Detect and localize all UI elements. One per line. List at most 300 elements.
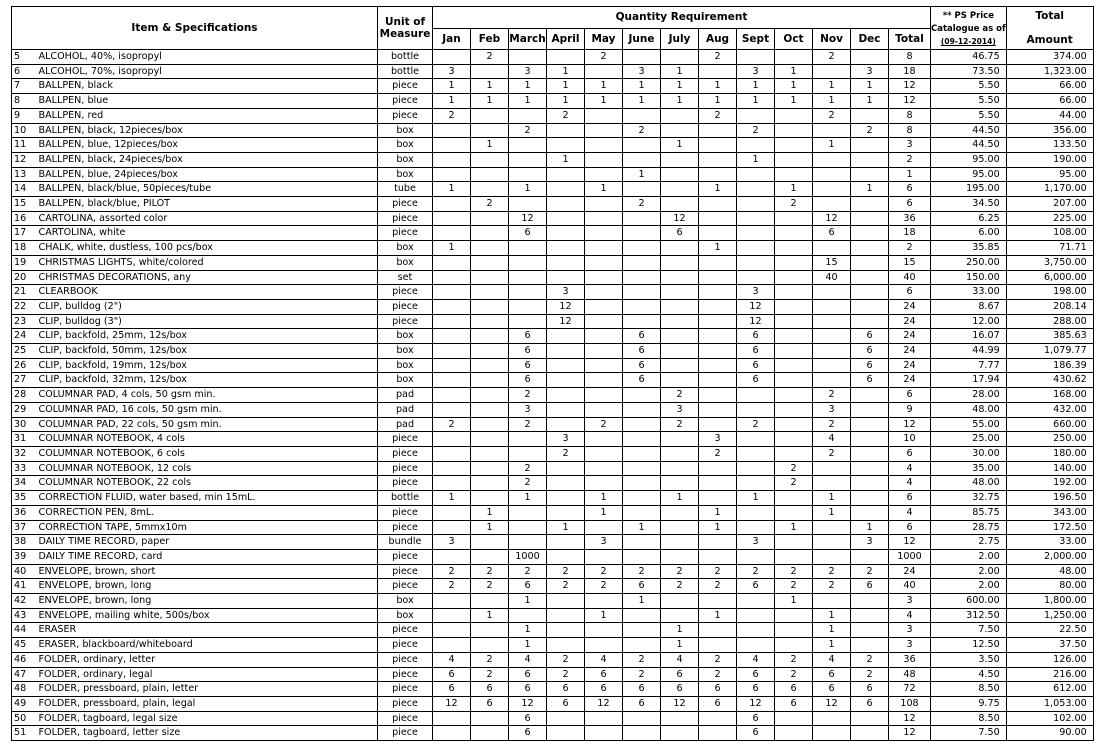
quantity-cell bbox=[471, 549, 509, 564]
quantity-cell bbox=[471, 329, 509, 344]
quantity-cell: 6 bbox=[509, 667, 547, 682]
price-cell: 4.50 bbox=[931, 667, 1007, 682]
quantity-cell: 3 bbox=[851, 64, 889, 79]
price-cell: 2.00 bbox=[931, 579, 1007, 594]
quantity-cell: 6 bbox=[433, 667, 471, 682]
quantity-cell: 1 bbox=[433, 491, 471, 506]
quantity-cell bbox=[547, 491, 585, 506]
unit-cell: box bbox=[378, 255, 433, 270]
quantity-cell: 1 bbox=[813, 491, 851, 506]
item-spec-cell: COLUMNAR NOTEBOOK, 12 cols bbox=[38, 461, 378, 476]
table-row bbox=[12, 491, 1094, 506]
quantity-cell bbox=[547, 549, 585, 564]
quantity-cell bbox=[813, 476, 851, 491]
quantity-cell: 6 bbox=[775, 696, 813, 711]
quantity-cell bbox=[661, 711, 699, 726]
quantity-cell bbox=[585, 299, 623, 314]
quantity-cell bbox=[433, 50, 471, 65]
quantity-cell: 6 bbox=[737, 711, 775, 726]
quantity-cell bbox=[471, 358, 509, 373]
amount-cell: 432.00 bbox=[1006, 402, 1093, 417]
unit-cell: pad bbox=[378, 402, 433, 417]
quantity-cell bbox=[699, 314, 737, 329]
price-cell: 5.50 bbox=[931, 94, 1007, 109]
price-cell: 7.77 bbox=[931, 358, 1007, 373]
item-spec-cell: FOLDER, pressboard, plain, legal bbox=[38, 696, 378, 711]
quantity-cell: 2 bbox=[813, 108, 851, 123]
quantity-cell: 1 bbox=[471, 138, 509, 153]
quantity-cell: 1 bbox=[699, 182, 737, 197]
total-amount-header bbox=[1006, 7, 1093, 50]
unit-cell: piece bbox=[378, 432, 433, 447]
quantity-cell bbox=[623, 608, 661, 623]
quantity-cell bbox=[433, 255, 471, 270]
price-cell: 312.50 bbox=[931, 608, 1007, 623]
item-spec-cell: COLUMNAR PAD, 4 cols, 50 gsm min. bbox=[38, 388, 378, 403]
quantity-cell bbox=[737, 182, 775, 197]
row-number: 23 bbox=[12, 314, 38, 329]
price-cell: 5.50 bbox=[931, 79, 1007, 94]
month-header: Dec bbox=[851, 29, 889, 50]
quantity-cell: 1 bbox=[471, 608, 509, 623]
price-cell: 34.50 bbox=[931, 197, 1007, 212]
quantity-cell: 6 bbox=[737, 373, 775, 388]
unit-cell: piece bbox=[378, 623, 433, 638]
table-row bbox=[12, 461, 1094, 476]
quantity-cell bbox=[851, 299, 889, 314]
table-row bbox=[12, 535, 1094, 550]
table-row bbox=[12, 197, 1094, 212]
quantity-cell bbox=[471, 211, 509, 226]
table-row bbox=[12, 167, 1094, 182]
item-spec-cell: BALLPEN, blue, 24pieces/box bbox=[38, 167, 378, 182]
quantity-cell: 1 bbox=[775, 64, 813, 79]
unit-cell: tube bbox=[378, 182, 433, 197]
unit-cell: piece bbox=[378, 696, 433, 711]
unit-cell: piece bbox=[378, 667, 433, 682]
total-qty-cell: 10 bbox=[889, 432, 931, 447]
quantity-cell: 1 bbox=[623, 167, 661, 182]
price-cell: 2.00 bbox=[931, 549, 1007, 564]
quantity-cell bbox=[547, 270, 585, 285]
quantity-cell bbox=[623, 417, 661, 432]
row-number: 40 bbox=[12, 564, 38, 579]
quantity-cell bbox=[851, 388, 889, 403]
quantity-cell bbox=[471, 446, 509, 461]
quantity-cell bbox=[737, 549, 775, 564]
total-qty-cell: 3 bbox=[889, 594, 931, 609]
quantity-cell bbox=[433, 344, 471, 359]
quantity-cell bbox=[509, 314, 547, 329]
quantity-cell bbox=[547, 373, 585, 388]
quantity-cell bbox=[851, 432, 889, 447]
row-number: 32 bbox=[12, 446, 38, 461]
quantity-cell bbox=[661, 520, 699, 535]
item-spec-cell: FOLDER, ordinary, legal bbox=[38, 667, 378, 682]
quantity-cell bbox=[585, 152, 623, 167]
table-row bbox=[12, 594, 1094, 609]
unit-cell: box bbox=[378, 329, 433, 344]
quantity-cell bbox=[699, 299, 737, 314]
amount-cell: 1,053.00 bbox=[1006, 696, 1093, 711]
total-qty-cell: 4 bbox=[889, 608, 931, 623]
quantity-cell bbox=[509, 520, 547, 535]
quantity-cell: 2 bbox=[585, 50, 623, 65]
quantity-cell: 2 bbox=[585, 417, 623, 432]
quantity-cell bbox=[547, 226, 585, 241]
unit-cell: box bbox=[378, 138, 433, 153]
unit-cell: piece bbox=[378, 461, 433, 476]
row-number: 34 bbox=[12, 476, 38, 491]
quantity-cell bbox=[775, 226, 813, 241]
month-header: Oct bbox=[775, 29, 813, 50]
quantity-cell: 4 bbox=[585, 652, 623, 667]
quantity-cell bbox=[661, 197, 699, 212]
quantity-cell bbox=[547, 241, 585, 256]
quantity-cell: 6 bbox=[623, 579, 661, 594]
total-qty-cell: 36 bbox=[889, 211, 931, 226]
quantity-cell: 2 bbox=[509, 123, 547, 138]
total-qty-cell: 4 bbox=[889, 461, 931, 476]
quantity-cell bbox=[775, 623, 813, 638]
quantity-cell: 2 bbox=[547, 667, 585, 682]
item-spec-cell: BALLPEN, red bbox=[38, 108, 378, 123]
table-row bbox=[12, 329, 1094, 344]
quantity-cell: 1 bbox=[813, 623, 851, 638]
quantity-cell: 3 bbox=[433, 535, 471, 550]
quantity-cell bbox=[623, 432, 661, 447]
month-header: Sept bbox=[737, 29, 775, 50]
quantity-cell bbox=[471, 226, 509, 241]
total-qty-cell: 2 bbox=[889, 241, 931, 256]
quantity-cell: 1 bbox=[585, 94, 623, 109]
row-number: 51 bbox=[12, 726, 38, 741]
total-qty-cell: 4 bbox=[889, 505, 931, 520]
quantity-cell: 12 bbox=[547, 314, 585, 329]
quantity-cell: 4 bbox=[813, 432, 851, 447]
total-qty-cell: 8 bbox=[889, 50, 931, 65]
price-cell: 600.00 bbox=[931, 594, 1007, 609]
quantity-cell bbox=[547, 211, 585, 226]
quantity-cell: 2 bbox=[813, 50, 851, 65]
quantity-cell bbox=[737, 446, 775, 461]
quantity-cell bbox=[547, 388, 585, 403]
quantity-cell: 3 bbox=[509, 402, 547, 417]
quantity-cell bbox=[547, 50, 585, 65]
quantity-cell bbox=[775, 505, 813, 520]
quantity-cell bbox=[775, 344, 813, 359]
quantity-cell bbox=[623, 476, 661, 491]
quantity-cell bbox=[775, 432, 813, 447]
quantity-cell bbox=[851, 476, 889, 491]
amount-cell: 374.00 bbox=[1006, 50, 1093, 65]
quantity-cell bbox=[813, 299, 851, 314]
quantity-cell bbox=[623, 138, 661, 153]
price-cell: 3.50 bbox=[931, 652, 1007, 667]
quantity-cell bbox=[471, 594, 509, 609]
unit-cell: piece bbox=[378, 197, 433, 212]
quantity-cell bbox=[547, 138, 585, 153]
amount-cell: 1,323.00 bbox=[1006, 64, 1093, 79]
quantity-cell: 2 bbox=[471, 652, 509, 667]
quantity-cell bbox=[585, 108, 623, 123]
quantity-cell bbox=[471, 255, 509, 270]
quantity-cell bbox=[509, 138, 547, 153]
quantity-cell bbox=[433, 285, 471, 300]
quantity-cell: 1 bbox=[433, 241, 471, 256]
quantity-cell: 4 bbox=[433, 652, 471, 667]
quantity-cell bbox=[737, 476, 775, 491]
table-row bbox=[12, 373, 1094, 388]
quantity-cell: 6 bbox=[737, 579, 775, 594]
quantity-cell bbox=[661, 123, 699, 138]
quantity-cell: 1 bbox=[775, 594, 813, 609]
quantity-cell bbox=[699, 638, 737, 653]
quantity-cell bbox=[471, 123, 509, 138]
quantity-cell: 2 bbox=[547, 446, 585, 461]
item-spec-cell: BALLPEN, black, 24pieces/box bbox=[38, 152, 378, 167]
quantity-cell: 6 bbox=[775, 682, 813, 697]
quantity-cell bbox=[547, 505, 585, 520]
quantity-cell: 1 bbox=[813, 505, 851, 520]
quantity-cell: 6 bbox=[623, 373, 661, 388]
unit-cell: piece bbox=[378, 446, 433, 461]
table-row bbox=[12, 388, 1094, 403]
quantity-cell: 2 bbox=[737, 123, 775, 138]
quantity-cell bbox=[775, 638, 813, 653]
quantity-cell: 6 bbox=[851, 358, 889, 373]
total-qty-cell: 6 bbox=[889, 491, 931, 506]
amount-cell: 1,250.00 bbox=[1006, 608, 1093, 623]
unit-cell: bottle bbox=[378, 491, 433, 506]
quantity-cell bbox=[661, 373, 699, 388]
quantity-cell bbox=[433, 388, 471, 403]
quantity-cell bbox=[699, 64, 737, 79]
quantity-cell: 6 bbox=[699, 696, 737, 711]
quantity-cell bbox=[471, 314, 509, 329]
row-number: 36 bbox=[12, 505, 38, 520]
quantity-cell bbox=[699, 344, 737, 359]
quantity-cell bbox=[661, 549, 699, 564]
quantity-cell bbox=[623, 255, 661, 270]
quantity-cell: 2 bbox=[433, 579, 471, 594]
item-spec-cell: CORRECTION TAPE, 5mmx10m bbox=[38, 520, 378, 535]
quantity-cell bbox=[471, 388, 509, 403]
quantity-cell bbox=[775, 152, 813, 167]
total-qty-cell: 18 bbox=[889, 64, 931, 79]
amount-cell: 133.50 bbox=[1006, 138, 1093, 153]
quantity-cell: 2 bbox=[623, 667, 661, 682]
amount-cell: 660.00 bbox=[1006, 417, 1093, 432]
total-qty-cell: 108 bbox=[889, 696, 931, 711]
quantity-cell bbox=[775, 255, 813, 270]
quantity-cell: 2 bbox=[623, 652, 661, 667]
price-cell: 35.00 bbox=[931, 461, 1007, 476]
quantity-cell: 2 bbox=[433, 417, 471, 432]
table-row bbox=[12, 417, 1094, 432]
quantity-cell bbox=[661, 241, 699, 256]
quantity-cell bbox=[585, 211, 623, 226]
total-qty-cell: 12 bbox=[889, 94, 931, 109]
unit-cell: piece bbox=[378, 564, 433, 579]
total-qty-cell: 1000 bbox=[889, 549, 931, 564]
row-number: 50 bbox=[12, 711, 38, 726]
quantity-requirement-header: Quantity Requirement bbox=[433, 7, 931, 29]
quantity-cell: 2 bbox=[661, 417, 699, 432]
table-row bbox=[12, 108, 1094, 123]
quantity-cell bbox=[737, 241, 775, 256]
quantity-cell: 3 bbox=[813, 402, 851, 417]
price-cell: 25.00 bbox=[931, 432, 1007, 447]
quantity-cell: 6 bbox=[737, 329, 775, 344]
quantity-cell: 6 bbox=[737, 726, 775, 741]
quantity-cell bbox=[471, 726, 509, 741]
quantity-cell bbox=[585, 461, 623, 476]
row-number: 37 bbox=[12, 520, 38, 535]
quantity-cell bbox=[547, 197, 585, 212]
amount-cell: 288.00 bbox=[1006, 314, 1093, 329]
quantity-cell: 4 bbox=[661, 652, 699, 667]
quantity-cell bbox=[813, 123, 851, 138]
quantity-cell bbox=[661, 535, 699, 550]
quantity-cell: 2 bbox=[813, 446, 851, 461]
row-number: 17 bbox=[12, 226, 38, 241]
quantity-cell: 2 bbox=[851, 564, 889, 579]
quantity-cell bbox=[547, 535, 585, 550]
quantity-cell: 6 bbox=[623, 329, 661, 344]
quantity-cell: 2 bbox=[471, 50, 509, 65]
quantity-cell bbox=[509, 505, 547, 520]
row-number: 11 bbox=[12, 138, 38, 153]
item-spec-header: Item & Specifications bbox=[12, 7, 378, 50]
quantity-cell: 1 bbox=[509, 94, 547, 109]
amount-cell: 33.00 bbox=[1006, 535, 1093, 550]
price-cell: 48.00 bbox=[931, 402, 1007, 417]
price-header-line1: ** PS Price bbox=[942, 11, 994, 22]
quantity-cell bbox=[547, 461, 585, 476]
item-spec-cell: FOLDER, pressboard, plain, letter bbox=[38, 682, 378, 697]
quantity-cell bbox=[471, 299, 509, 314]
quantity-cell bbox=[661, 446, 699, 461]
table-row bbox=[12, 64, 1094, 79]
quantity-cell: 1 bbox=[547, 94, 585, 109]
item-spec-cell: BALLPEN, blue, 12pieces/box bbox=[38, 138, 378, 153]
row-number: 12 bbox=[12, 152, 38, 167]
unit-cell: piece bbox=[378, 549, 433, 564]
quantity-cell: 6 bbox=[623, 696, 661, 711]
item-spec-cell: CHALK, white, dustless, 100 pcs/box bbox=[38, 241, 378, 256]
quantity-cell: 4 bbox=[509, 652, 547, 667]
quantity-cell bbox=[471, 402, 509, 417]
total-qty-cell: 6 bbox=[889, 182, 931, 197]
row-number: 25 bbox=[12, 344, 38, 359]
unit-cell: piece bbox=[378, 476, 433, 491]
quantity-cell: 40 bbox=[813, 270, 851, 285]
quantity-cell bbox=[433, 594, 471, 609]
unit-cell: piece bbox=[378, 652, 433, 667]
quantity-cell bbox=[737, 50, 775, 65]
amount-cell: 216.00 bbox=[1006, 667, 1093, 682]
quantity-cell: 12 bbox=[585, 696, 623, 711]
quantity-cell: 2 bbox=[661, 564, 699, 579]
item-spec-cell: CHRISTMAS DECORATIONS, any bbox=[38, 270, 378, 285]
table-row bbox=[12, 138, 1094, 153]
quantity-cell bbox=[775, 726, 813, 741]
row-number: 5 bbox=[12, 50, 38, 65]
price-cell: 85.75 bbox=[931, 505, 1007, 520]
quantity-cell bbox=[699, 388, 737, 403]
quantity-cell bbox=[737, 255, 775, 270]
quantity-cell: 2 bbox=[775, 461, 813, 476]
quantity-cell bbox=[661, 152, 699, 167]
total-qty-cell: 15 bbox=[889, 255, 931, 270]
quantity-cell: 6 bbox=[737, 667, 775, 682]
total-qty-cell: 36 bbox=[889, 652, 931, 667]
quantity-cell: 3 bbox=[585, 535, 623, 550]
quantity-cell: 1 bbox=[547, 152, 585, 167]
table-row bbox=[12, 667, 1094, 682]
quantity-cell bbox=[737, 402, 775, 417]
quantity-cell bbox=[585, 255, 623, 270]
quantity-cell: 1000 bbox=[509, 549, 547, 564]
quantity-cell bbox=[851, 461, 889, 476]
quantity-cell: 2 bbox=[775, 564, 813, 579]
quantity-cell: 12 bbox=[737, 314, 775, 329]
quantity-cell bbox=[585, 549, 623, 564]
row-number: 42 bbox=[12, 594, 38, 609]
quantity-cell bbox=[433, 446, 471, 461]
quantity-cell bbox=[813, 182, 851, 197]
unit-cell: piece bbox=[378, 314, 433, 329]
row-number: 44 bbox=[12, 623, 38, 638]
total-qty-cell: 72 bbox=[889, 682, 931, 697]
quantity-cell: 2 bbox=[509, 417, 547, 432]
quantity-cell: 2 bbox=[471, 579, 509, 594]
price-cell: 30.00 bbox=[931, 446, 1007, 461]
quantity-cell: 2 bbox=[775, 476, 813, 491]
quantity-cell: 6 bbox=[509, 682, 547, 697]
quantity-cell: 6 bbox=[585, 667, 623, 682]
quantity-cell bbox=[813, 726, 851, 741]
quantity-cell: 1 bbox=[509, 638, 547, 653]
quantity-cell: 2 bbox=[699, 446, 737, 461]
quantity-cell bbox=[471, 623, 509, 638]
quantity-cell bbox=[509, 255, 547, 270]
quantity-cell: 3 bbox=[547, 432, 585, 447]
amount-cell: 186.39 bbox=[1006, 358, 1093, 373]
quantity-cell bbox=[851, 549, 889, 564]
price-cell: 195.00 bbox=[931, 182, 1007, 197]
quantity-cell bbox=[775, 211, 813, 226]
table-row bbox=[12, 285, 1094, 300]
total-qty-cell: 12 bbox=[889, 79, 931, 94]
quantity-cell bbox=[661, 461, 699, 476]
month-header: April bbox=[547, 29, 585, 50]
quantity-cell: 3 bbox=[661, 402, 699, 417]
quantity-cell bbox=[775, 491, 813, 506]
item-spec-cell: COLUMNAR PAD, 16 cols, 50 gsm min. bbox=[38, 402, 378, 417]
quantity-cell bbox=[737, 226, 775, 241]
table-row bbox=[12, 241, 1094, 256]
quantity-cell: 1 bbox=[623, 594, 661, 609]
unit-cell: piece bbox=[378, 226, 433, 241]
row-number: 21 bbox=[12, 285, 38, 300]
quantity-cell bbox=[623, 108, 661, 123]
unit-cell: piece bbox=[378, 711, 433, 726]
quantity-cell bbox=[737, 594, 775, 609]
quantity-cell bbox=[585, 329, 623, 344]
quantity-cell bbox=[471, 344, 509, 359]
